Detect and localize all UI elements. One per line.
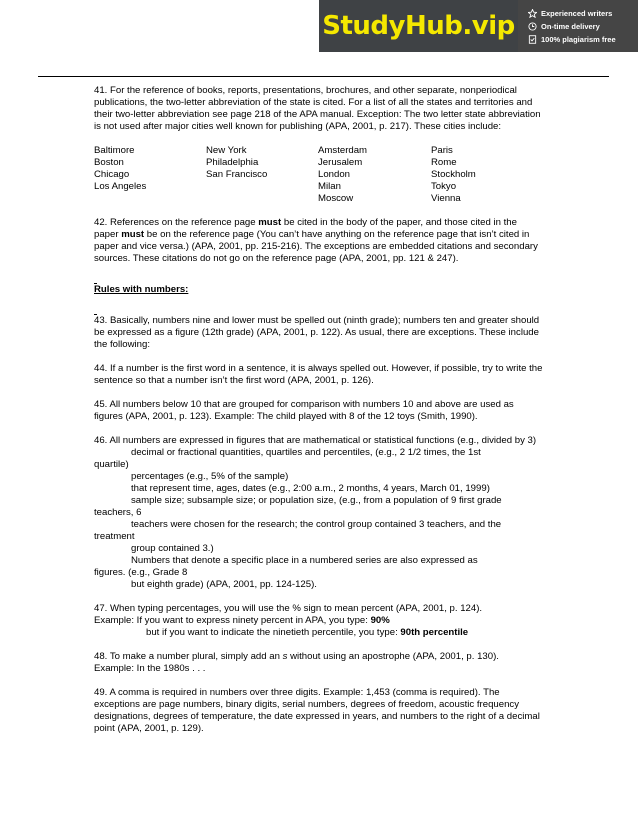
text-run: be cited in the body of the paper, and those cited in the paper <box>94 217 517 240</box>
city: London <box>318 169 351 180</box>
header-rule <box>38 76 609 77</box>
paragraph-47 <box>94 603 544 639</box>
city: Baltimore <box>94 145 135 156</box>
line: that represent time, ages, dates (e.g., 2:00 a.m., 2 months, 4 years, March 01, 1999) <box>131 483 490 494</box>
text-run: Example: If you want to express ninety percent in APA, you type: <box>94 615 371 626</box>
paragraph-48 <box>94 651 544 675</box>
city: San Francisco <box>206 169 268 180</box>
cities-column <box>206 145 318 205</box>
line: 47. When typing percentages, you will use the % sign to mean percent (APA, 2001, p. 124). <box>94 603 483 614</box>
paragraph-41: 41. For the reference of books, reports, presentations, brochures, and other separate, nonperiodical publications, the two-letter abbreviation of the state is cited. For a list of all the states and territories and their two-letter abbreviation see page 218 of the APA manual. Exception: The two letter state abbreviation is not used after major cities well known for publishing (APA, 2001, p. 217). These cities include: <box>94 85 541 132</box>
city: Stockholm <box>431 169 476 180</box>
document-body <box>94 85 544 747</box>
feature-text: On-time delivery <box>541 21 600 31</box>
text-run: 42. References on the reference page <box>94 217 259 228</box>
feature-item <box>528 34 638 45</box>
city: Vienna <box>431 193 461 204</box>
underline-mark <box>94 277 97 284</box>
cities-column <box>318 145 431 205</box>
paragraph-44: 44. If a number is the first word in a sentence, it is always spelled out. However, if possible, try to write the sentence so that a number isn’t the first word (APA, 2001, p. 126). <box>94 363 543 386</box>
feature-text: 100% plagiarism free <box>541 34 616 44</box>
line: sample size; subsample size; or population size, (e.g., from a population of 9 first grade <box>131 495 502 506</box>
city: Chicago <box>94 169 130 180</box>
line: decimal or fractional quantities, quartiles and percentiles, (e.g., 2 1/2 times, the 1st <box>131 447 481 458</box>
paragraph-46 <box>94 435 544 591</box>
line <box>94 615 544 627</box>
line: treatment <box>94 531 135 542</box>
paragraph-43: 43. Basically, numbers nine and lower must be spelled out (ninth grade); numbers ten and greater should be expressed as a figure (12th grade) (APA, 2001, p. 122). As usual, there are exceptions. These include the following: <box>94 315 540 350</box>
city: Moscow <box>318 193 354 204</box>
line <box>94 627 544 639</box>
paragraph-49: 49. A comma is required in numbers over three digits. Example: 1,453 (comma is required). The exceptions are page numbers, binary digits, serial numbers, degrees of freedom, acoustic frequency designations, degrees of temperature, the date expressed in years, and numbers to the right of a decimal point (APA, 2001, p. 129). <box>94 687 540 734</box>
line: Example: In the 1980s . . . <box>94 663 206 674</box>
city: Amsterdam <box>318 145 368 156</box>
city: Tokyo <box>431 181 457 192</box>
line <box>94 651 544 663</box>
line: group contained 3.) <box>131 543 214 554</box>
section-heading: Rules with numbers: <box>94 284 189 295</box>
text-run: 48. To make a number plural, simply add an <box>94 651 283 662</box>
underline-mark <box>94 308 97 315</box>
line: Numbers that denote a specific place in a numbered series are also expressed as <box>131 555 478 566</box>
star-icon <box>528 9 537 18</box>
cities-table <box>94 145 544 205</box>
emphasis: must <box>258 217 282 228</box>
city: New York <box>206 145 247 156</box>
document-check-icon <box>528 35 537 44</box>
line: 46. All numbers are expressed in figures that are mathematical or statistical functions (e.g., divided by 3) <box>94 435 537 446</box>
text-run: but if you want to indicate the ninetieth percentile, you type: <box>146 627 401 638</box>
studyhub-logo[interactable]: StudyHub.vip <box>319 0 518 52</box>
line: figures. (e.g., Grade 8 <box>94 567 188 578</box>
line: quartile) <box>94 459 129 470</box>
clock-icon <box>528 22 537 31</box>
studyhub-banner[interactable] <box>319 0 638 52</box>
city: Philadelphia <box>206 157 259 168</box>
paragraph-42 <box>94 217 544 265</box>
emphasis: must <box>121 229 145 240</box>
text-run: be on the reference page (You can’t have anything on the reference page that isn’t cited in paper and vice versa.) (APA, 2001, pp. 215-216). The exceptions are embedded citations and secondary sources. These citations do not go on the reference page (APA, 2001, pp. 121 & 247). <box>94 229 538 264</box>
city: Rome <box>431 157 457 168</box>
city: Boston <box>94 157 124 168</box>
feature-list <box>518 0 638 52</box>
feature-text: Experienced writers <box>541 8 613 18</box>
feature-item <box>528 8 638 19</box>
line: but eighth grade) (APA, 2001, pp. 124-125). <box>131 579 317 590</box>
emphasis: 90% <box>370 615 390 626</box>
city: Jerusalem <box>318 157 363 168</box>
line: teachers, 6 <box>94 507 142 518</box>
cities-column <box>431 145 544 205</box>
city: Paris <box>431 145 453 156</box>
line: teachers were chosen for the research; the control group contained 3 teachers, and the <box>131 519 502 530</box>
cities-column <box>94 145 206 205</box>
feature-item <box>528 21 638 32</box>
city: Los Angeles <box>94 181 147 192</box>
paragraph-45: 45. All numbers below 10 that are grouped for comparison with numbers 10 and above are used as figures (APA, 2001, p. 123). Example: The child played with 8 of the 12 toys (Smith, 1990). <box>94 399 514 422</box>
italic-run: s <box>282 651 288 662</box>
text-run: without using an apostrophe (APA, 2001, p. 130). <box>287 651 499 662</box>
line: percentages (e.g., 5% of the sample) <box>131 471 289 482</box>
emphasis: 90th percentile <box>400 627 469 638</box>
city: Milan <box>318 181 341 192</box>
